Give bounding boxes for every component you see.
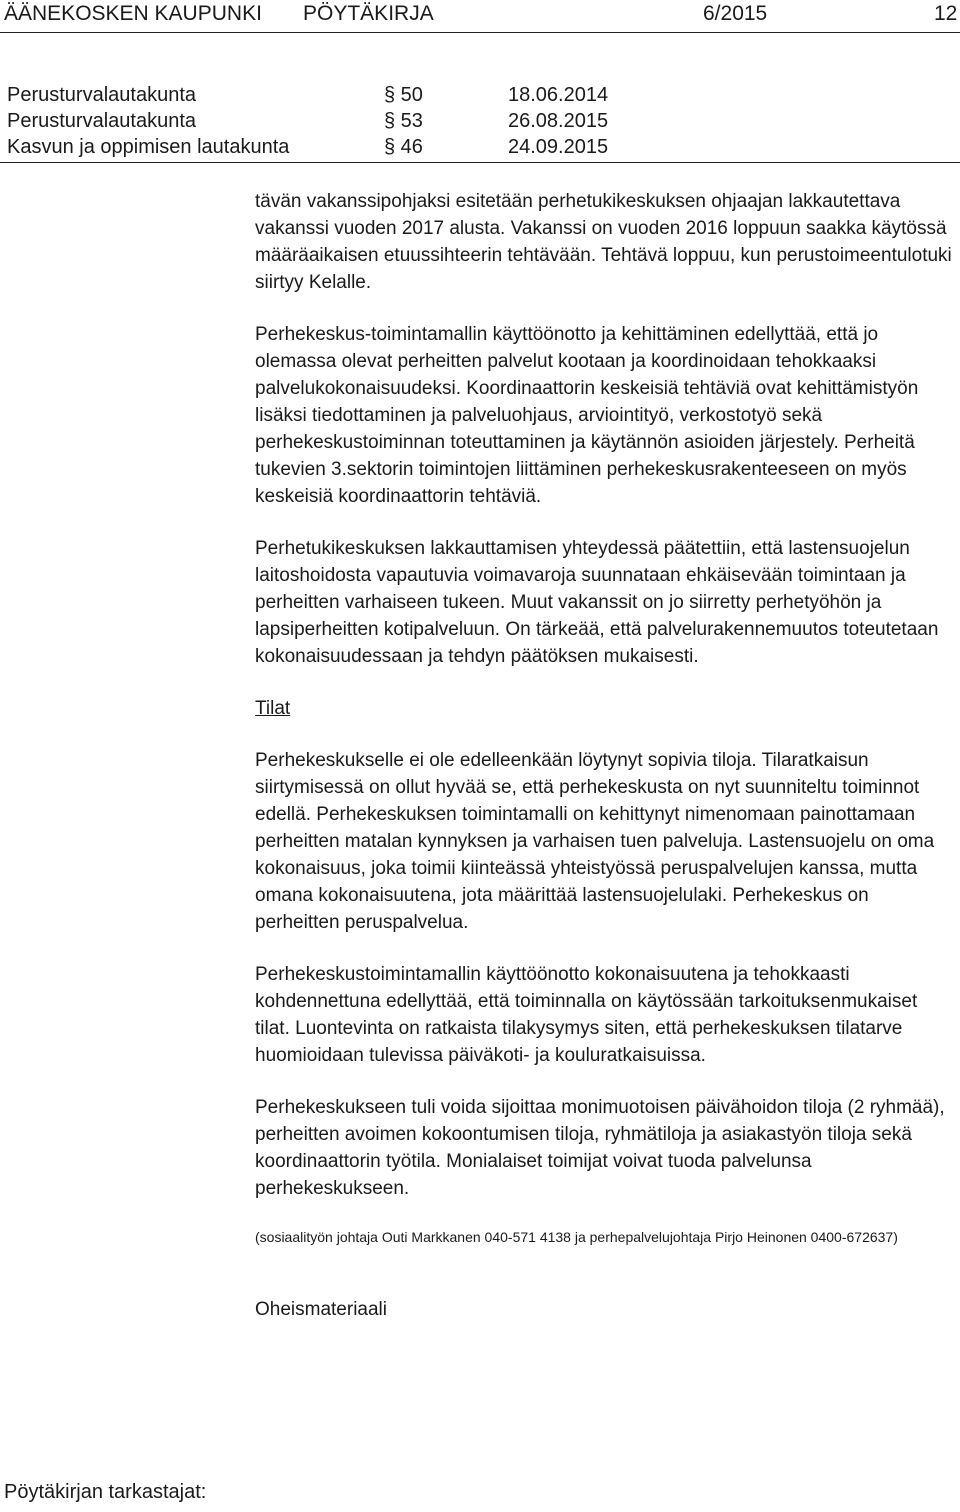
- body-paragraph: Perhekeskus-toimintamallin käyttöönotto ja kehittäminen edellyttää, että jo olemassa olevat perheitten palvelut kootaan ja koordinoidaan tehokkaaksi palvelukokonaisuudeksi. Koordinaattorin keskeisiä tehtäviä ovat kehittämistyön lisäksi tiedottaminen ja palveluohjaus, arviointityö, verkostotyö sekä perhekeskustoiminnan toteuttaminen ja käytännön asioiden järjestely. Perheitä tukevien 3.sektorin toimintojen liittäminen perhekeskusrakenteeseen on myös keskeisiä koordinaattorin tehtäviä.: [255, 324, 919, 507]
- meeting-body: Perusturvalautakunta: [7, 110, 197, 132]
- section-number: § 53: [384, 110, 423, 132]
- section-mark: §: [384, 84, 396, 106]
- section-number: § 50: [384, 84, 423, 106]
- body-paragraph: tävän vakanssipohjaksi esitetään perhetukikeskuksen ohjaajan lakkautettava vakanssi vuoden 2017 alusta. Vakanssi on vuoden 2016 loppuun saakka käytössä määräaikaisen etuussihteerin tehtävään. Tehtävä loppuu, kun perustoimeentulotuki siirtyy Kelalle.: [255, 191, 952, 293]
- document-body: [255, 188, 957, 1323]
- page-number: 12: [934, 2, 958, 25]
- body-paragraph: Perhekeskukseen tuli voida sijoittaa monimuotoisen päivähoidon tiloja (2 ryhmää), perheitten avoimen kokoontumisen tiloja, ryhmätiloja ja asiakastyön tiloja sekä koordinaattorin työtila. Monialaiset toimijat voivat tuoda palvelunsa perhekeskukseen.: [255, 1097, 945, 1199]
- meeting-date: 18.06.2014: [508, 84, 609, 106]
- document-number: 6/2015: [703, 2, 768, 25]
- body-paragraph: Perhekeskukselle ei ole edelleenkään löytynyt sopivia tiloja. Tilaratkaisun siirtymisessä on ollut hyvää se, että perhekeskusta on nyt suunniteltu toiminnot edellä. Perhekeskuksen toimintamalli on kehittynyt nimenomaan painottamaan perheitten matalan kynnyksen ja varhaisen tuen palveluja. Lastensuojelu on oma kokonaisuus, joka toimii kiinteässä yhteistyössä peruspalvelujen kanssa, mutta omana kokonaisuutena, jota määrittää lastensuojelulaki. Perhekeskus on perheitten peruspalvelua.: [255, 750, 935, 933]
- body-paragraph: Perhekeskustoimintamallin käyttöönotto kokonaisuutena ja tehokkaasti kohdennettuna edellyttää, että toiminnalla on käytössään tarkoituksenmukaiset tilat. Luontevinta on ratkaista tilakysymys siten, että perhekeskuksen tilatarve huomioidaan tulevissa päiväkoti- ja kouluratkaisuissa.: [255, 964, 918, 1066]
- section-mark: §: [384, 136, 396, 158]
- meeting-date: 26.08.2015: [508, 110, 609, 132]
- section-mark: §: [384, 110, 396, 132]
- section-number: § 46: [384, 136, 423, 158]
- meeting-row: [0, 136, 960, 162]
- body-paragraph: Perhetukikeskuksen lakkauttamisen yhteydessä päätettiin, että lastensuojelun laitoshoidosta vapautuvia voimavaroja suunnataan ehkäisevään toimintaan ja perheitten varhaiseen tukeen. Muut vakanssit on jo siirretty perhetyöhön ja lapsiperheitten kotipalveluun. On tärkeää, että palvelurakennemuutos toteutetaan kokonaisuudessaan ja tehdyn päätöksen mukaisesti.: [255, 538, 939, 667]
- meeting-date: 24.09.2015: [508, 136, 609, 158]
- document-type: PÖYTÄKIRJA: [303, 2, 434, 25]
- meeting-references: [0, 82, 960, 163]
- section-heading-tilat: Tilat: [255, 698, 291, 719]
- meeting-row: [0, 110, 960, 136]
- meeting-body: Kasvun ja oppimisen lautakunta: [7, 136, 290, 158]
- document-header: [0, 0, 960, 33]
- meeting-body: Perusturvalautakunta: [7, 84, 197, 106]
- organization-name: ÄÄNEKOSKEN KAUPUNKI: [4, 2, 262, 25]
- attachments-label: Oheismateriaali: [255, 1299, 387, 1320]
- contact-info: (sosiaalityön johtaja Outi Markkanen 040-571 4138 ja perhepalvelujohtaja Pirjo Heinonen 0400-672637): [255, 1229, 898, 1245]
- reviewers-label: Pöytäkirjan tarkastajat:: [4, 1481, 207, 1503]
- meeting-row: [0, 84, 960, 110]
